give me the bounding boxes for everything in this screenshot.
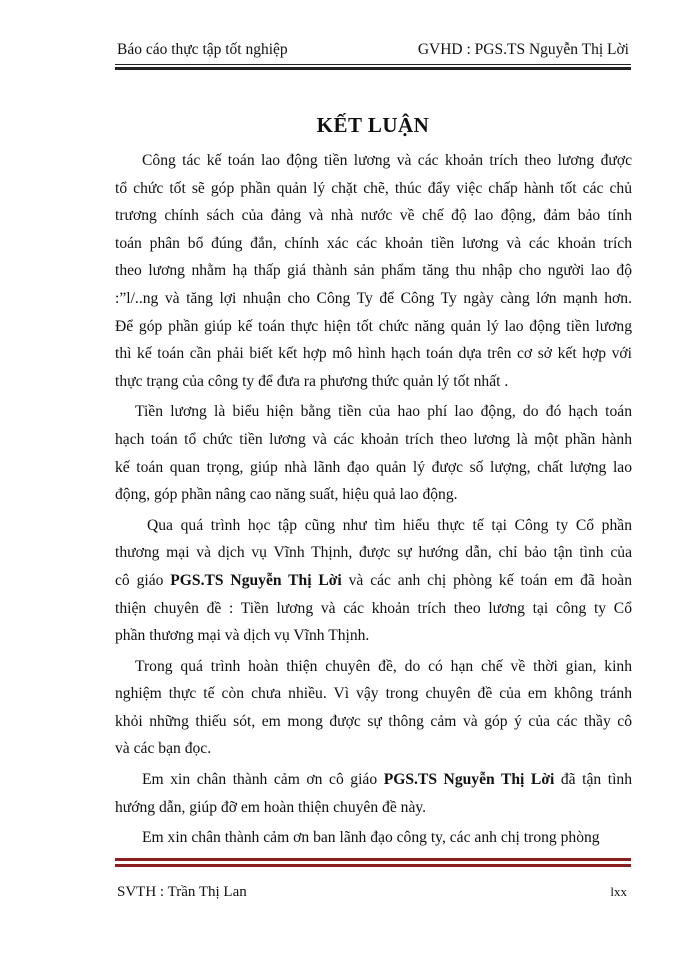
paragraph-1-line-1: Công tác kế toán lao động tiền lương và các khoản trích theo lương được [142,152,632,169]
page-header [117,41,629,63]
paragraph-3-line-3-text-pre: cô giáo [115,571,171,589]
paragraph-2-line-2: hạch toán tổ chức tiền lương và các khoản trích theo lương là một phần hành [115,430,632,448]
supervisor-name-bold: PGS.TS Nguyễn Thị Lời [170,571,342,589]
footer-rule-top [115,858,631,861]
header-rule-thick [115,67,631,70]
paragraph-1-line-5: theo lương nhằm hạ thấp giá thành sản phẩm tăng thu nhập cho người lao độ [115,262,632,280]
footer-rule-bottom [115,864,631,867]
supervisor-name-bold-2: PGS.TS Nguyễn Thị Lời [383,771,555,789]
header-rule-thin [115,64,631,65]
page-title: KẾT LUẬN [316,113,430,137]
paragraph-3-line-4: thiện chuyên đề : Tiền lương và các khoản trích theo lương tại công ty Cổ [115,599,632,617]
header-supervisor: GVHD : PGS.TS Nguyễn Thị Lời [417,41,629,58]
paragraph-3-line-3-text-post: và các anh chị phòng kế toán em đã hoàn [341,571,632,589]
page-number: lxx [610,884,627,899]
footer-student: SVTH : Trần Thị Lan [117,884,247,900]
paragraph-4-line-4: và các bạn đọc. [115,740,212,758]
paragraph-5-line-1 [115,766,632,794]
paragraph-6-line-1: Em xin chân thành cảm ơn ban lãnh đạo công ty, các anh chị trong phòng [142,829,600,847]
paragraph-2-line-1: Tiền lương là biểu hiện bằng tiền của hao phí lao động, do đó hạch toán [135,403,632,421]
paragraph-1-line-2: tổ chức tốt sẽ góp phần quản lý chặt chẽ, thúc đẩy việc chấp hành tốt các chủ [115,179,632,197]
paragraph-3-line-5: phần thương mại và dịch vụ Vĩnh Thịnh. [115,627,370,645]
document-body [115,147,632,852]
paragraph-2-line-3: kế toán quan trọng, giúp nhà lãnh đạo quản lý được số lượng, chất lượng lao [115,458,632,476]
paragraph-3-line-3 [115,567,632,595]
paragraph-1-line-9: thực trạng của công ty để đưa ra phương thức quản lý tốt nhất . [115,372,509,390]
paragraph-1-line-8: thì kế toán cần phải biết kết hợp mô hình hạch toán dựa trên cơ sở kết hợp với [115,345,632,363]
paragraph-4-line-2: nghiệm thực tế còn chưa nhiều. Vì vậy trong chuyên đề của em không tránh [115,685,632,703]
paragraph-3-line-2: thương mại và dịch vụ Vĩnh Thịnh, được sự hướng dẫn, chỉ bảo tận tình của [115,544,632,562]
header-report-title: Báo cáo thực tập tốt nghiệp [117,41,288,58]
paragraph-1-line-7: Để góp phần giúp kế toán thực hiện tốt chức năng quản lý lao động tiền lương [115,317,632,335]
paragraph-4-line-3: khỏi những thiếu sót, em mong được sự thông cảm và góp ý của các thầy cô [115,712,632,730]
paragraph-5-line-2: hướng dẫn, giúp đỡ em hoàn thiện chuyên đề này. [115,798,427,816]
paragraph-1-line-6: :”l/..ng và tăng lợi nhuận cho Công Ty để Công Ty ngày càng lớn mạnh hơn. [115,289,632,307]
paragraph-5-line-1-text-pre: Em xin chân thành cảm ơn cô giáo [142,771,384,789]
paragraph-3-line-1: Qua quá trình học tập cũng như tìm hiểu thực tế tại Công ty Cổ phần [147,516,632,534]
page-footer [117,884,629,904]
paragraph-2-line-4: động, góp phần nâng cao năng suất, hiệu quả lao động. [115,486,458,504]
paragraph-4-line-1: Trong quá trình hoàn thiện chuyên đề, do có hạn chế về thời gian, kinh [135,657,632,675]
paragraph-1-line-4: toán phân bổ đúng đắn, chính xác các khoản tiền lương và các khoản trích [115,234,632,252]
paragraph-1-line-3: trương chính sách của đảng và nhà nước về chế độ lao động, đảm bảo tính [115,207,632,225]
paragraph-5-line-1-text-post: đã tận tình [554,771,632,789]
